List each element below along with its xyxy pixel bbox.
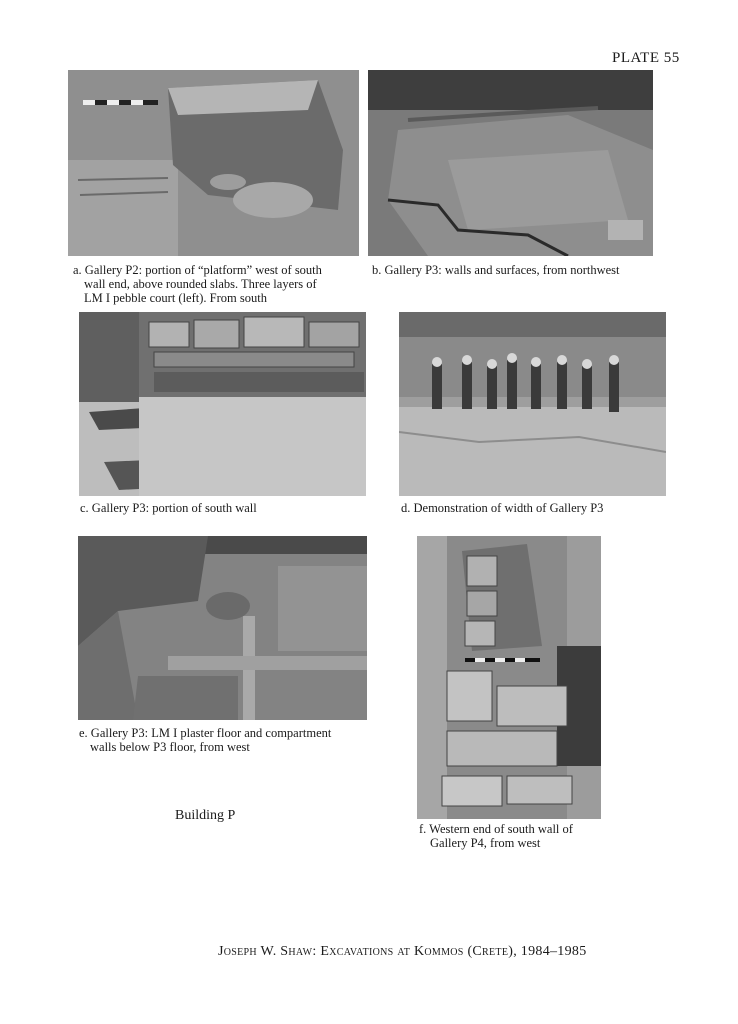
footer-citation: Joseph W. Shaw: Excavations at Kommos (Crete), 1984–1985 (218, 944, 587, 959)
plate-number: PLATE 55 (612, 50, 680, 66)
caption-f (419, 822, 573, 850)
caption-c-line-1: c. Gallery P3: portion of south wall (80, 501, 257, 515)
caption-a (73, 263, 322, 305)
caption-d-line-1: d. Demonstration of width of Gallery P3 (401, 501, 604, 515)
section-title: Building P (175, 808, 236, 823)
caption-b (372, 263, 620, 277)
caption-a-line-1: a. Gallery P2: portion of “platform” west of south (73, 263, 322, 277)
caption-c (80, 501, 257, 515)
caption-a-line-2: wall end, above rounded slabs. Three layers of (84, 277, 317, 291)
photo-a-platform (68, 70, 359, 256)
photo-d-width-demonstration (399, 312, 666, 496)
caption-f-line-2: Gallery P4, from west (430, 836, 541, 850)
caption-b-line-1: b. Gallery P3: walls and surfaces, from northwest (372, 263, 620, 277)
caption-e-line-1: e. Gallery P3: LM I plaster floor and compartment (79, 726, 332, 740)
photo-c-south-wall (79, 312, 366, 496)
caption-a-line-3: LM I pebble court (left). From south (84, 291, 267, 305)
photo-e-plaster-floor (78, 536, 367, 720)
caption-e (79, 726, 331, 754)
photo-b-walls-surfaces (368, 70, 653, 256)
photo-f-western-end-south-wall (417, 536, 601, 819)
caption-f-line-1: f. Western end of south wall of (419, 822, 573, 836)
caption-e-line-2: walls below P3 floor, from west (90, 740, 250, 754)
caption-d (401, 501, 603, 515)
